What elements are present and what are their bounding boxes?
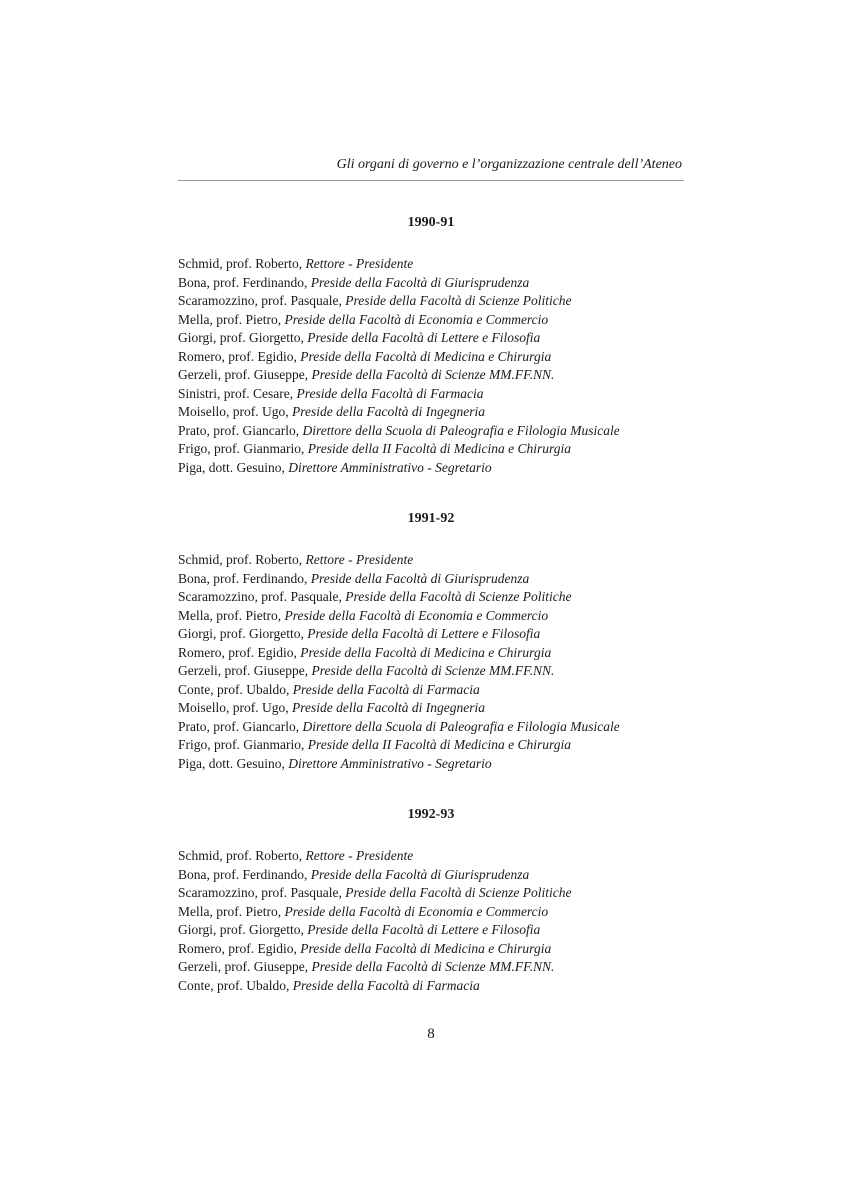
list-item (178, 588, 684, 607)
person-name: Gerzeli, prof. Giuseppe, (178, 663, 309, 678)
person-name: Frigo, prof. Gianmario, (178, 441, 305, 456)
list-item (178, 440, 684, 459)
person-role: Preside della Facoltà di Scienze Politiche (345, 293, 572, 308)
section-1990-91 (178, 214, 684, 477)
person-name: Scaramozzino, prof. Pasquale, (178, 293, 342, 308)
list-item (178, 903, 684, 922)
person-name: Piga, dott. Gesuino, (178, 459, 285, 475)
list-item (178, 977, 684, 996)
list-item (178, 718, 684, 737)
list-item (178, 366, 684, 385)
list-item (178, 607, 684, 626)
list-item (178, 385, 684, 404)
running-header: Gli organi di governo e l’organizzazione centrale dell’Ateneo (336, 157, 682, 172)
person-name: Giorgi, prof. Giorgetto, (178, 626, 304, 641)
list-item (178, 847, 684, 866)
person-role: Preside della Facoltà di Scienze Politiche (345, 885, 572, 900)
header-rule (178, 180, 684, 181)
person-name: Frigo, prof. Gianmario, (178, 737, 305, 752)
person-role: Preside della Facoltà di Giurisprudenza (310, 274, 530, 290)
person-name: Schmid, prof. Roberto, (178, 552, 303, 567)
person-role: Preside della II Facoltà di Medicina e Chirurgia (307, 737, 572, 752)
person-role: Preside della Facoltà di Farmacia (296, 385, 484, 401)
list-item (178, 274, 684, 293)
list-item (178, 551, 684, 570)
person-name: Scaramozzino, prof. Pasquale, (178, 885, 342, 900)
person-role: Preside della Facoltà di Scienze Politiche (345, 589, 572, 604)
page-number: 8 (427, 1026, 435, 1042)
person-name: Scaramozzino, prof. Pasquale, (178, 589, 342, 604)
person-role: Direttore della Scuola di Paleografia e Filologia Musicale (302, 422, 620, 438)
person-role: Preside della Facoltà di Economia e Commercio (284, 311, 549, 327)
list-item (178, 459, 684, 478)
section-1992-93 (178, 806, 684, 995)
person-name: Schmid, prof. Roberto, (178, 256, 303, 271)
person-name: Bona, prof. Ferdinando, (178, 570, 308, 586)
person-name: Mella, prof. Pietro, (178, 903, 282, 919)
person-role: Direttore Amministrativo - Segretario (288, 755, 492, 771)
person-name: Sinistri, prof. Cesare, (178, 385, 294, 401)
person-name: Conte, prof. Ubaldo, (178, 681, 290, 697)
person-name: Moisello, prof. Ugo, (178, 404, 289, 419)
person-name: Prato, prof. Giancarlo, (178, 718, 300, 734)
person-name: Mella, prof. Pietro, (178, 311, 282, 327)
person-name: Moisello, prof. Ugo, (178, 700, 289, 715)
list-item (178, 329, 684, 348)
person-name: Giorgi, prof. Giorgetto, (178, 330, 304, 345)
list-item (178, 699, 684, 718)
person-role: Rettore - Presidente (305, 848, 414, 863)
person-role: Preside della Facoltà di Giurisprudenza (310, 570, 530, 586)
list-item (178, 570, 684, 589)
list-item (178, 940, 684, 959)
person-role: Preside della Facoltà di Lettere e Filosofia (307, 922, 541, 937)
entries-list (178, 847, 684, 995)
list-item (178, 644, 684, 663)
person-name: Romero, prof. Egidio, (178, 940, 297, 956)
list-item (178, 422, 684, 441)
list-item (178, 403, 684, 422)
person-role: Direttore della Scuola di Paleografia e Filologia Musicale (302, 718, 620, 734)
person-name: Bona, prof. Ferdinando, (178, 866, 308, 882)
list-item (178, 755, 684, 774)
entries-list (178, 551, 684, 773)
section-1991-92 (178, 510, 684, 773)
list-item (178, 958, 684, 977)
list-item (178, 662, 684, 681)
person-name: Bona, prof. Ferdinando, (178, 274, 308, 290)
person-role: Preside della Facoltà di Scienze MM.FF.NN. (311, 663, 555, 678)
person-name: Romero, prof. Egidio, (178, 644, 297, 660)
person-role: Preside della II Facoltà di Medicina e Chirurgia (307, 441, 572, 456)
person-role: Rettore - Presidente (305, 256, 414, 271)
person-name: Romero, prof. Egidio, (178, 348, 297, 364)
section-year-title: 1992-93 (407, 807, 455, 822)
person-role: Preside della Facoltà di Farmacia (292, 681, 480, 697)
person-role: Preside della Facoltà di Lettere e Filosofia (307, 626, 541, 641)
person-name: Giorgi, prof. Giorgetto, (178, 922, 304, 937)
person-name: Mella, prof. Pietro, (178, 607, 282, 623)
list-item (178, 255, 684, 274)
person-role: Preside della Facoltà di Medicina e Chirurgia (300, 644, 552, 660)
section-year-title: 1991-92 (407, 511, 455, 526)
person-role: Preside della Facoltà di Economia e Commercio (284, 903, 549, 919)
person-role: Preside della Facoltà di Lettere e Filosofia (307, 330, 541, 345)
list-item (178, 292, 684, 311)
person-name: Gerzeli, prof. Giuseppe, (178, 367, 309, 382)
person-name: Gerzeli, prof. Giuseppe, (178, 959, 309, 974)
person-role: Preside della Facoltà di Medicina e Chirurgia (300, 940, 552, 956)
list-item (178, 884, 684, 903)
list-item (178, 348, 684, 367)
section-year-title: 1990-91 (407, 215, 455, 230)
person-role: Preside della Facoltà di Medicina e Chirurgia (300, 348, 552, 364)
person-name: Schmid, prof. Roberto, (178, 848, 303, 863)
list-item (178, 625, 684, 644)
list-item (178, 921, 684, 940)
person-role: Preside della Facoltà di Scienze MM.FF.NN. (311, 959, 555, 974)
person-role: Preside della Facoltà di Giurisprudenza (310, 866, 530, 882)
person-role: Preside della Facoltà di Scienze MM.FF.NN. (311, 367, 555, 382)
person-role: Preside della Facoltà di Economia e Commercio (284, 607, 549, 623)
list-item (178, 681, 684, 700)
person-name: Conte, prof. Ubaldo, (178, 977, 290, 993)
list-item (178, 736, 684, 755)
person-role: Direttore Amministrativo - Segretario (288, 459, 492, 475)
person-name: Prato, prof. Giancarlo, (178, 422, 300, 438)
entries-list (178, 255, 684, 477)
person-role: Preside della Facoltà di Farmacia (292, 977, 480, 993)
person-role: Rettore - Presidente (305, 552, 414, 567)
list-item (178, 866, 684, 885)
list-item (178, 311, 684, 330)
person-role: Preside della Facoltà di Ingegneria (292, 700, 485, 715)
person-role: Preside della Facoltà di Ingegneria (292, 404, 485, 419)
person-name: Piga, dott. Gesuino, (178, 755, 285, 771)
